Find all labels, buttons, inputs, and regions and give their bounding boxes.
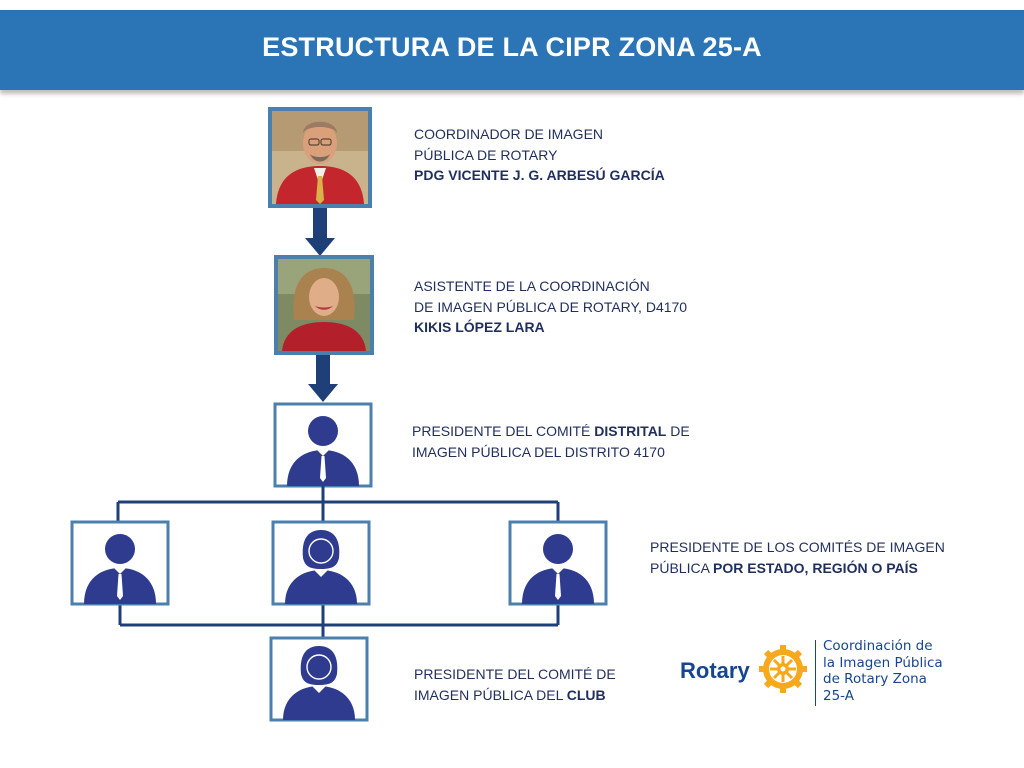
coordinator-label <box>414 124 665 186</box>
coordinator-role-line1: COORDINADOR DE IMAGEN <box>414 126 604 142</box>
district-line2: IMAGEN PÚBLICA DEL DISTRITO 4170 <box>412 443 665 460</box>
club-line2-a: IMAGEN PÚBLICA DEL <box>414 686 567 703</box>
state-label <box>650 537 945 578</box>
assistant-role-line2: DE IMAGEN PÚBLICA DE ROTARY, D4170 <box>414 298 688 315</box>
club-president-box <box>271 638 367 720</box>
district-label <box>412 421 690 462</box>
club-label <box>414 664 616 705</box>
coordinator-role-line2: PÚBLICA DE ROTARY <box>414 146 558 163</box>
assistant-role-line1: ASISTENTE DE LA COORDINACIÓN <box>414 278 650 294</box>
rotary-wordmark: Rotary <box>680 658 750 683</box>
assistant-label <box>414 276 687 338</box>
state-president-box-center <box>273 522 369 604</box>
district-line1-c: DE <box>666 423 690 439</box>
state-president-box-left <box>72 522 168 604</box>
state-line2-a: PÚBLICA <box>650 559 714 576</box>
coordinator-photo <box>268 107 372 208</box>
club-line1: PRESIDENTE DEL COMITÉ DE <box>414 666 616 682</box>
tagline-line3: de Rotary Zona <box>823 671 927 687</box>
brand-tagline <box>823 638 943 704</box>
assistant-name: KIKIS LÓPEZ LARA <box>414 319 545 335</box>
coordinator-name: PDG VICENTE J. G. ARBESÚ GARCÍA <box>414 167 665 183</box>
state-president-box-right <box>510 522 606 604</box>
district-line1-b: DISTRITAL <box>594 423 667 439</box>
arrow-down-icon <box>308 355 338 402</box>
rotary-branding <box>680 638 960 718</box>
assistant-photo <box>274 255 374 355</box>
state-line2-b: POR ESTADO, REGIÓN O PAÍS <box>713 559 918 576</box>
page-title: ESTRUCTURA DE LA CIPR ZONA 25-A <box>262 32 762 62</box>
brand-divider <box>815 640 816 706</box>
district-line1-a: PRESIDENTE DEL COMITÉ <box>412 423 595 439</box>
rotary-wheel-icon <box>758 644 808 694</box>
tagline-line2: la Imagen Pública <box>823 654 943 671</box>
district-president-box <box>275 404 371 486</box>
club-line2-b: CLUB <box>566 686 606 703</box>
arrow-down-icon <box>305 208 335 256</box>
tagline-line1: Coordinación de <box>823 638 933 654</box>
state-line1: PRESIDENTE DE LOS COMITÉS DE IMAGEN <box>650 539 945 555</box>
tagline-line4: 25-A <box>823 687 854 704</box>
